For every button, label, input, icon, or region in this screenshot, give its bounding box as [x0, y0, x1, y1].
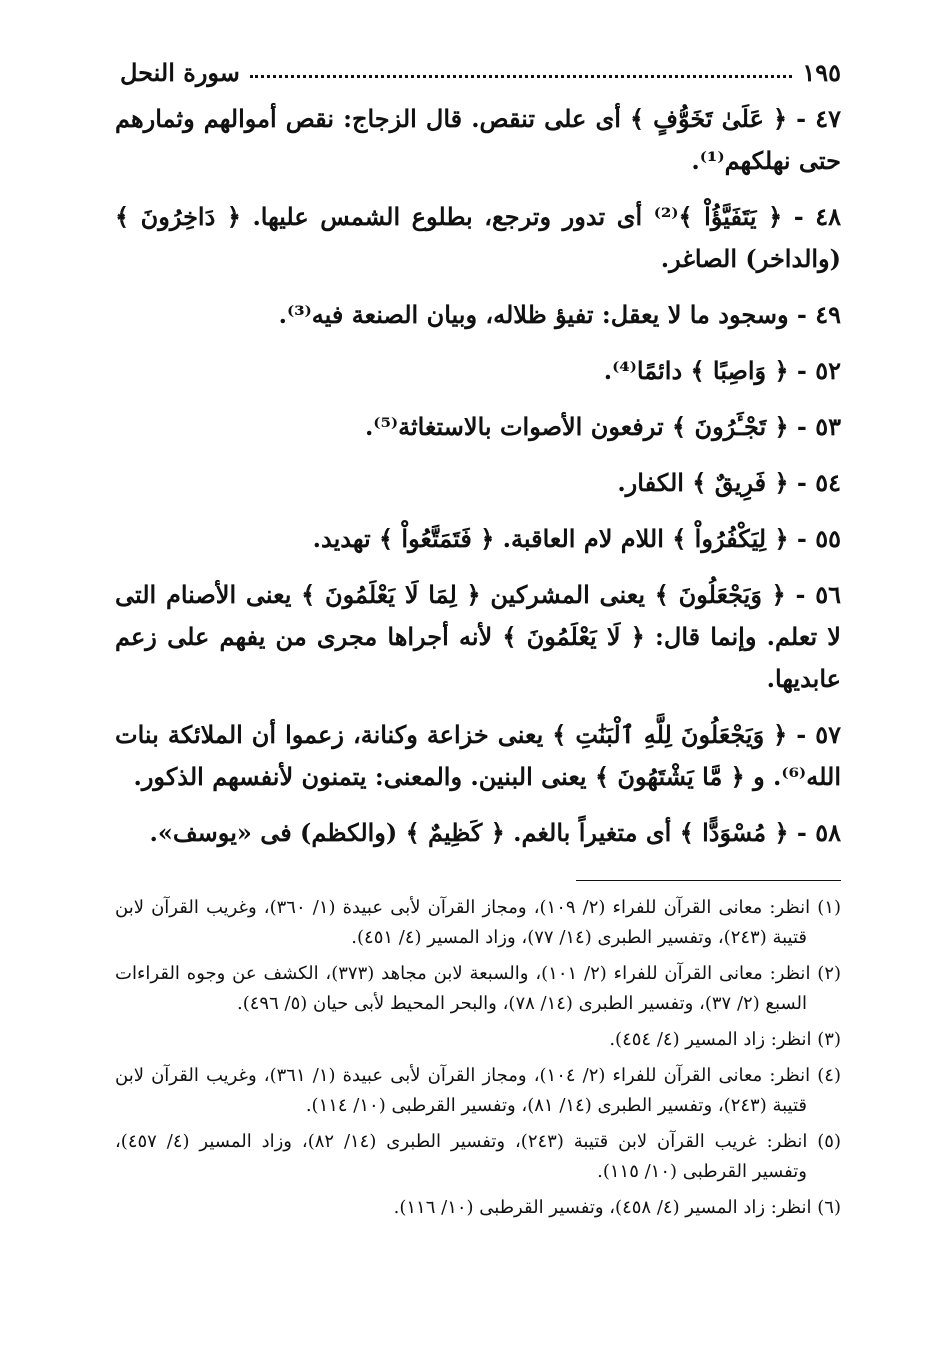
entry-49: ٤٩ - وسجود ما لا يعقل: تفيؤ ظلاله، وبيان الصنعة فيه⁽³⁾.: [278, 300, 841, 329]
footnote-3: (٣) انظر: زاد المسير (٤/ ٤٥٤).: [609, 1029, 841, 1050]
page-number: ١٩٥: [802, 57, 841, 87]
entry-55: ٥٥ - ﴿ لِيَكْفُرُواْ ﴾ اللام لام العاقبة. ﴿ فَتَمَتَّعُواْ ﴾ تهديد.: [312, 524, 841, 553]
footnote-separator: [576, 880, 841, 881]
footnote-5: (٥) انظر: غريب القرآن لابن قتيبة (٢٤٣)، وتفسير الطبرى (١٤/ ٨٢)، وزاد المسير (٤/ ٤٥٧)، وتفسير القرطبى (١٠/ ١١٥).: [115, 1131, 841, 1182]
header-dotted-leader: [250, 75, 792, 78]
surah-title: سورة النحل: [120, 57, 240, 87]
page-header: [120, 52, 841, 92]
footnote-2: (٢) انظر: معانى القرآن للفراء (٢/ ١٠١)، والسبعة لابن مجاهد (٣٧٣)، الكشف عن وجوه القراءات السبع (٢/ ٣٧)، وتفسير الطبرى (١٤/ ٧٨)، والبحر المحيط لأبى حيان (٥/ ٤٩٦).: [115, 963, 842, 1014]
entry-57: ٥٧ - ﴿ وَيَجْعَلُونَ لِلَّهِ ٱلْبَنَٰتِ ﴾ يعنى خزاعة وكنانة، زعموا أن الملائكة بنات الله⁽⁶⁾. و ﴿ مَّا يَشْتَهُونَ ﴾ يعنى البنين. والمعنى: يتمنون لأنفسهم الذكور.: [115, 720, 841, 791]
footnotes: [115, 893, 841, 1229]
entry-56: ٥٦ - ﴿ وَيَجْعَلُونَ ﴾ يعنى المشركين ﴿ لِمَا لَا يَعْلَمُونَ ﴾ يعنى الأصنام التى لا تعلم. وإنما قال: ﴿ لَا يَعْلَمُونَ ﴾ لأنه أجراها مجرى من يفهم على زعم عابديها.: [115, 580, 841, 693]
entry-58: ٥٨ - ﴿ مُسْوَدًّا ﴾ أى متغيراً بالغم. ﴿ كَظِيمٌ ﴾ (والكظم) فى «يوسف».: [149, 818, 841, 847]
entry-48: ٤٨ - ﴿ يَتَفَيَّؤُاْ ﴾⁽²⁾ أى تدور وترجع، بطلوع الشمس عليها. ﴿ دَاخِرُونَ ﴾ (والداخر) الصاغر.: [115, 202, 841, 273]
entry-47: ٤٧ - ﴿ عَلَىٰ تَخَوُّفٍ ﴾ أى على تنقص. قال الزجاج: نقص أموالهم وثمارهم حتى نهلكهم⁽¹⁾.: [115, 104, 842, 175]
entry-52: ٥٢ - ﴿ وَاصِبًا ﴾ دائمًا⁽⁴⁾.: [603, 356, 841, 385]
entry-54: ٥٤ - ﴿ فَرِيقٌ ﴾ الكفار.: [617, 468, 841, 497]
footnote-4: (٤) انظر: معانى القرآن للفراء (٢/ ١٠٤)، ومجاز القرآن لأبى عبيدة (١/ ٣٦١)، وغريب القرآن لابن قتيبة (٢٤٣)، وتفسير الطبرى (١٤/ ٨١)، وتفسير القرطبى (١٠/ ١١٤).: [115, 1065, 841, 1116]
main-text: [115, 98, 841, 868]
entry-53: ٥٣ - ﴿ تَجْـَٔرُونَ ﴾ ترفعون الأصوات بالاستغاثة⁽⁵⁾.: [364, 412, 841, 441]
footnote-6: (٦) انظر: زاد المسير (٤/ ٤٥٨)، وتفسير القرطبى (١٠/ ١١٦).: [393, 1197, 841, 1218]
footnote-1: (١) انظر: معانى القرآن للفراء (٢/ ١٠٩)، ومجاز القرآن لأبى عبيدة (١/ ٣٦٠)، وغريب القرآن لابن قتيبة (٢٤٣)، وتفسير الطبرى (١٤/ ٧٧)، وزاد المسير (٤/ ٤٥١).: [115, 897, 841, 948]
